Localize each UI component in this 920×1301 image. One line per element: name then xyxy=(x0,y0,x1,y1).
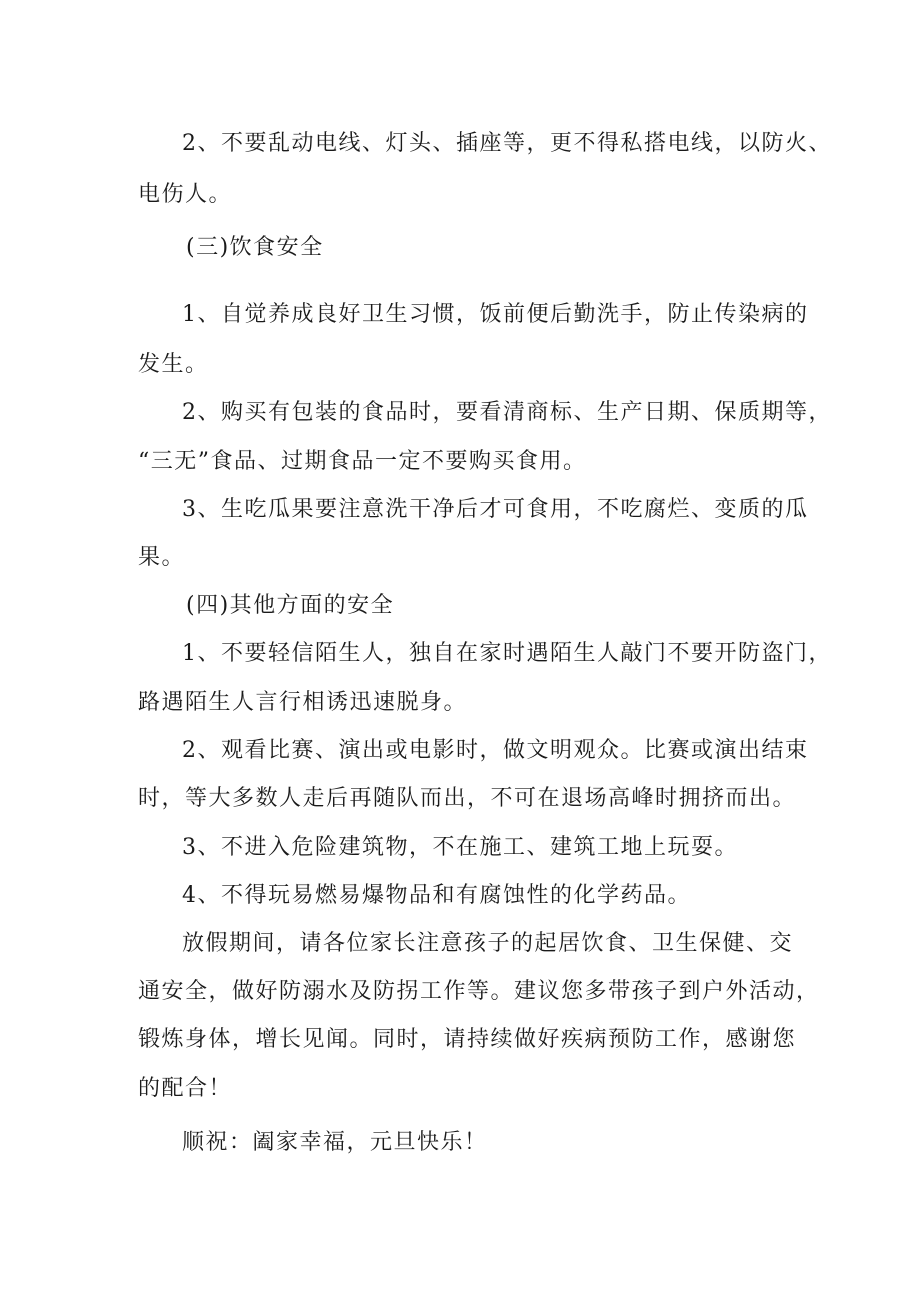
paragraph-line: 放假期间，请各位家长注意孩子的起居饮食、卫生保健、交 xyxy=(182,931,794,956)
paragraph-line: 1、不要轻信陌生人，独自在家时遇陌生人敲门不要开防盗门， xyxy=(182,641,832,666)
paragraph-line: “三无”食品、过期食品一定不要购买食用。 xyxy=(138,449,587,474)
paragraph-line: 果。 xyxy=(138,545,186,570)
section-heading: (三)饮食安全 xyxy=(186,235,324,260)
paragraph-line: 4、不得玩易燃易爆物品和有腐蚀性的化学药品。 xyxy=(182,883,691,908)
section-heading: (四)其他方面的安全 xyxy=(186,593,395,618)
paragraph-line: 2、观看比赛、演出或电影时，做文明观众。比赛或演出结束 xyxy=(182,738,809,763)
paragraph-line: 电伤人。 xyxy=(138,182,233,207)
closing-greeting: 顺祝：阖家幸福，元旦快乐！ xyxy=(182,1130,488,1155)
paragraph-line: 路遇陌生人言行相诱迅速脱身。 xyxy=(138,690,468,715)
paragraph-line: 2、购买有包装的食品时，要看清商标、生产日期、保质期等， xyxy=(182,400,832,425)
paragraph-line: 通安全，做好防溺水及防拐工作等。建议您多带孩子到户外活动， xyxy=(138,979,820,1004)
paragraph-line: 锻炼身体，增长见闻。同时，请持续做好疾病预防工作，感谢您 xyxy=(138,1027,797,1052)
paragraph-line: 发生。 xyxy=(138,352,209,377)
paragraph-line: 1、自觉养成良好卫生习惯，饭前便后勤洗手，防止传染病的 xyxy=(182,302,809,327)
paragraph-line: 2、不要乱动电线、灯头、插座等，更不得私搭电线，以防火、 xyxy=(182,131,832,156)
paragraph-line: 3、不进入危险建筑物，不在施工、建筑工地上玩耍。 xyxy=(182,835,738,860)
paragraph-line: 的配合！ xyxy=(138,1076,233,1101)
paragraph-line: 3、生吃瓜果要注意洗干净后才可食用，不吃腐烂、变质的瓜 xyxy=(182,497,809,522)
paragraph-line: 时，等大多数人走后再随队而出，不可在退场高峰时拥挤而出。 xyxy=(138,786,797,811)
